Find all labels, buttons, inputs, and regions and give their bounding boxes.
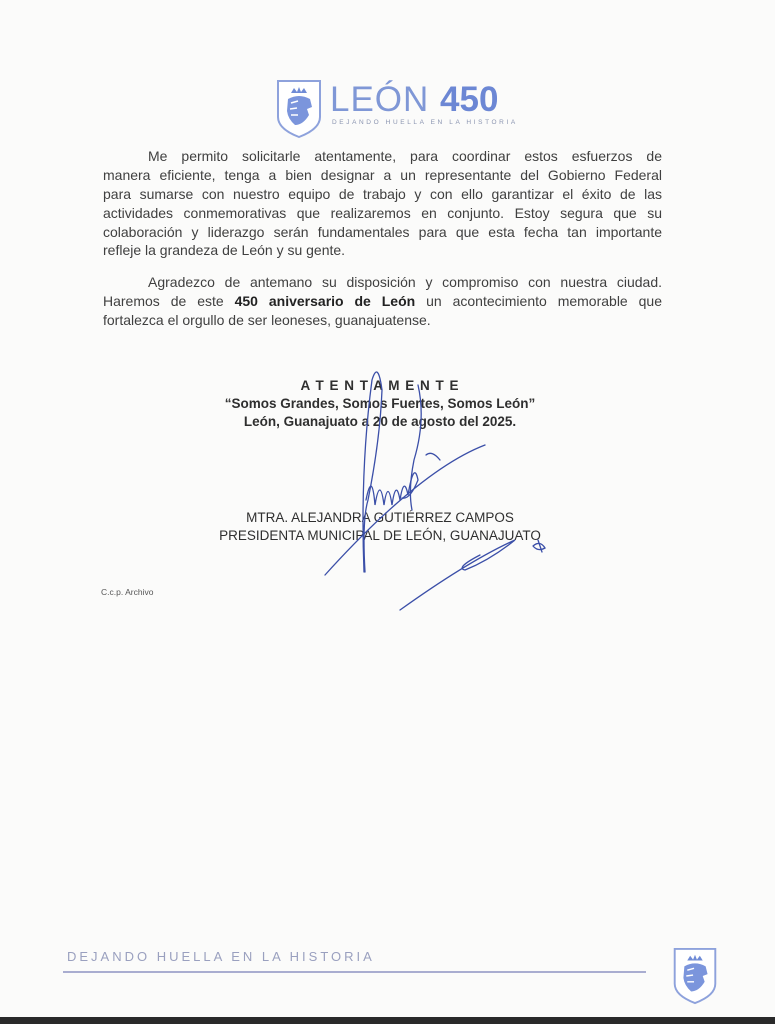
bold-text-segment: 450 aniversario de León xyxy=(234,293,416,309)
place-date: León, Guanajuato a 20 de agosto del 2025. xyxy=(243,414,517,429)
paragraph-line: para sumarse con nuestro equipo de trabajo y con ello garantizar el éxito de las xyxy=(103,186,662,202)
ccp-note: C.c.p. Archivo xyxy=(101,587,154,597)
paragraph-line: fortalezca el orgullo de ser leoneses, guanajuatense. xyxy=(103,312,431,328)
paragraph-line: Me permito solicitarle atentamente, para coordinar estos esfuerzos de xyxy=(148,148,662,164)
paragraph-line: manera eficiente, tenga a bien designar a un representante del Gobierno Federal xyxy=(103,167,662,183)
text-segment: un acontecimiento memorable que xyxy=(415,293,662,309)
scan-edge xyxy=(0,1017,775,1024)
paragraph-line: actividades conmemorativas que realizaremos en conjunto. Estoy segura que su xyxy=(103,205,662,221)
logo-name: LEÓN xyxy=(330,80,430,119)
logo-tagline: DEJANDO HUELLA EN LA HISTORIA xyxy=(332,119,518,126)
footer-shield-lion-icon xyxy=(672,947,718,1005)
paragraph-line: colaboración y liderazgo serán fundamentales para que esta fecha tan importante xyxy=(103,224,662,240)
signer-name: MTRA. ALEJANDRA GUTIÉRREZ CAMPOS xyxy=(246,510,514,525)
salutation: A T E N T A M E N T E xyxy=(300,378,460,393)
logo-number: 450 xyxy=(440,80,499,119)
paragraph-line: refleje la grandeza de León y su gente. xyxy=(103,242,346,258)
paragraph-line: Agradezco de antemano su disposición y compromiso con nuestra ciudad. xyxy=(148,274,662,290)
motto: “Somos Grandes, Somos Fuertes, Somos León” xyxy=(224,396,536,411)
signer-title: PRESIDENTA MUNICIPAL DE LEÓN, GUANAJUATO xyxy=(219,528,541,543)
footer-tagline: DEJANDO HUELLA EN LA HISTORIA xyxy=(67,949,375,964)
footer-divider xyxy=(63,971,646,973)
text-segment: Haremos de este xyxy=(103,293,235,309)
